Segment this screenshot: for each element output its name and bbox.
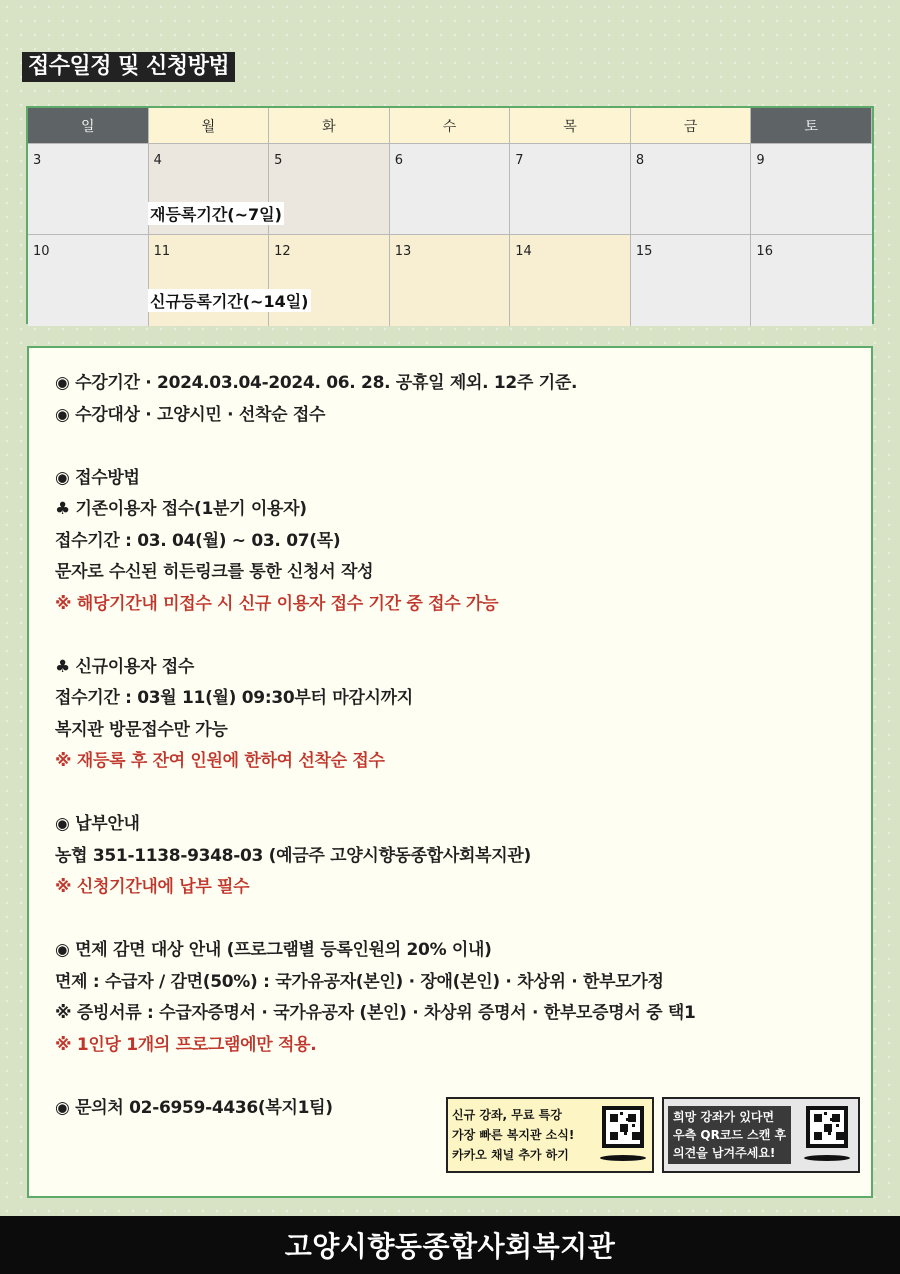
feedback-line: 의견을 남겨주세요! — [673, 1146, 776, 1160]
footer-organization: 고양시향동종합사회복지관 — [0, 1216, 900, 1274]
info-line: 복지관 방문접수만 가능 — [55, 719, 228, 740]
info-line — [55, 904, 871, 936]
info-lines — [55, 368, 871, 1124]
info-line: ♣ 신규이용자 접수 — [55, 656, 195, 677]
qr-shadow — [804, 1155, 850, 1161]
day-header-tue: 화 — [269, 108, 390, 144]
feedback-line: 희망 강좌가 있다면 — [673, 1110, 775, 1124]
day-header-thu: 목 — [510, 108, 631, 144]
calendar-date: 15 — [631, 235, 752, 326]
info-line — [55, 1061, 871, 1093]
day-header-sun: 일 — [28, 108, 149, 144]
qr-shadow — [600, 1155, 646, 1161]
re-registration-period: 재등록기간(~7일) — [148, 202, 284, 225]
calendar-date: 9 — [751, 144, 872, 235]
calendar-date: 14 — [510, 235, 631, 326]
info-line: ◉ 면제 감면 대상 안내 (프로그램별 등록인원의 20% 이내) — [55, 940, 492, 960]
kakao-line: 신규 강좌, 무료 특강 — [452, 1108, 562, 1122]
section-title: 접수일정 및 신청방법 — [22, 52, 235, 82]
kakao-channel-box[interactable] — [446, 1097, 654, 1173]
qr-code-icon[interactable] — [806, 1106, 848, 1148]
day-header-wed: 수 — [390, 108, 511, 144]
kakao-line: 가장 빠른 복지관 소식! — [452, 1128, 575, 1142]
info-line: 면제 : 수급자 / 감면(50%) : 국가유공자(본인) · 장애(본인) · 차상위 · 한부모가정 — [55, 971, 664, 992]
feedback-text — [668, 1106, 791, 1164]
day-header-mon: 월 — [149, 108, 270, 144]
calendar-date: 6 — [390, 144, 511, 235]
info-line: ※ 증빙서류 : 수급자증명서 · 국가유공자 (본인) · 차상위 증명서 · 한부모증명서 중 택1 — [55, 1003, 696, 1023]
feedback-box[interactable] — [662, 1097, 860, 1173]
calendar-date: 4 — [149, 144, 270, 235]
qr-code-icon[interactable] — [602, 1106, 644, 1148]
info-line — [55, 620, 871, 652]
info-line — [55, 431, 871, 463]
new-registration-period: 신규등록기간(~14일) — [148, 289, 311, 312]
info-line: ♣ 기존이용자 접수(1분기 이용자) — [55, 499, 307, 519]
calendar-date: 11 — [149, 235, 270, 326]
calendar-date: 7 — [510, 144, 631, 235]
info-line: ※ 재등록 후 잔여 인원에 한하여 선착순 접수 — [55, 751, 385, 771]
kakao-line: 카카오 채널 추가 하기 — [452, 1148, 569, 1162]
calendar-date: 13 — [390, 235, 511, 326]
calendar-date: 3 — [28, 144, 149, 235]
calendar-date: 10 — [28, 235, 149, 326]
info-line: 농협 351-1138-9348-03 (예금주 고양시향동종합사회복지관) — [55, 845, 532, 866]
info-line: ◉ 문의처 02-6959-4436(복지1팀) — [55, 1097, 333, 1118]
info-line: ※ 해당기간내 미접수 시 신규 이용자 접수 기간 중 접수 가능 — [55, 593, 499, 614]
day-header-sat: 토 — [751, 108, 872, 144]
info-panel — [27, 346, 873, 1198]
info-line: ◉ 수강기간 · 2024.03.04-2024. 06. 28. 공휴일 제외. 12주 기준. — [55, 373, 578, 393]
calendar-date: 12 — [269, 235, 390, 326]
calendar-date: 5 — [269, 144, 390, 235]
info-line: 접수기간 : 03월 11(월) 09:30부터 마감시까지 — [55, 688, 413, 708]
info-line: ◉ 납부안내 — [55, 814, 140, 834]
kakao-channel-text — [452, 1105, 574, 1165]
calendar-date: 8 — [631, 144, 752, 235]
feedback-line: 우측 QR코드 스캔 후 — [673, 1128, 787, 1142]
day-header-fri: 금 — [631, 108, 752, 144]
info-line: ◉ 접수방법 — [55, 467, 140, 488]
info-line: 접수기간 : 03. 04(월) ~ 03. 07(목) — [55, 530, 341, 551]
info-line: 문자로 수신된 히든링크를 통한 신청서 작성 — [55, 562, 374, 582]
info-line — [55, 778, 871, 810]
calendar-date: 16 — [751, 235, 872, 326]
info-line: ◉ 수강대상 · 고양시민 · 선착순 접수 — [55, 404, 326, 425]
info-line: ※ 1인당 1개의 프로그램에만 적용. — [55, 1034, 317, 1055]
info-line: ※ 신청기간내에 납부 필수 — [55, 877, 250, 897]
